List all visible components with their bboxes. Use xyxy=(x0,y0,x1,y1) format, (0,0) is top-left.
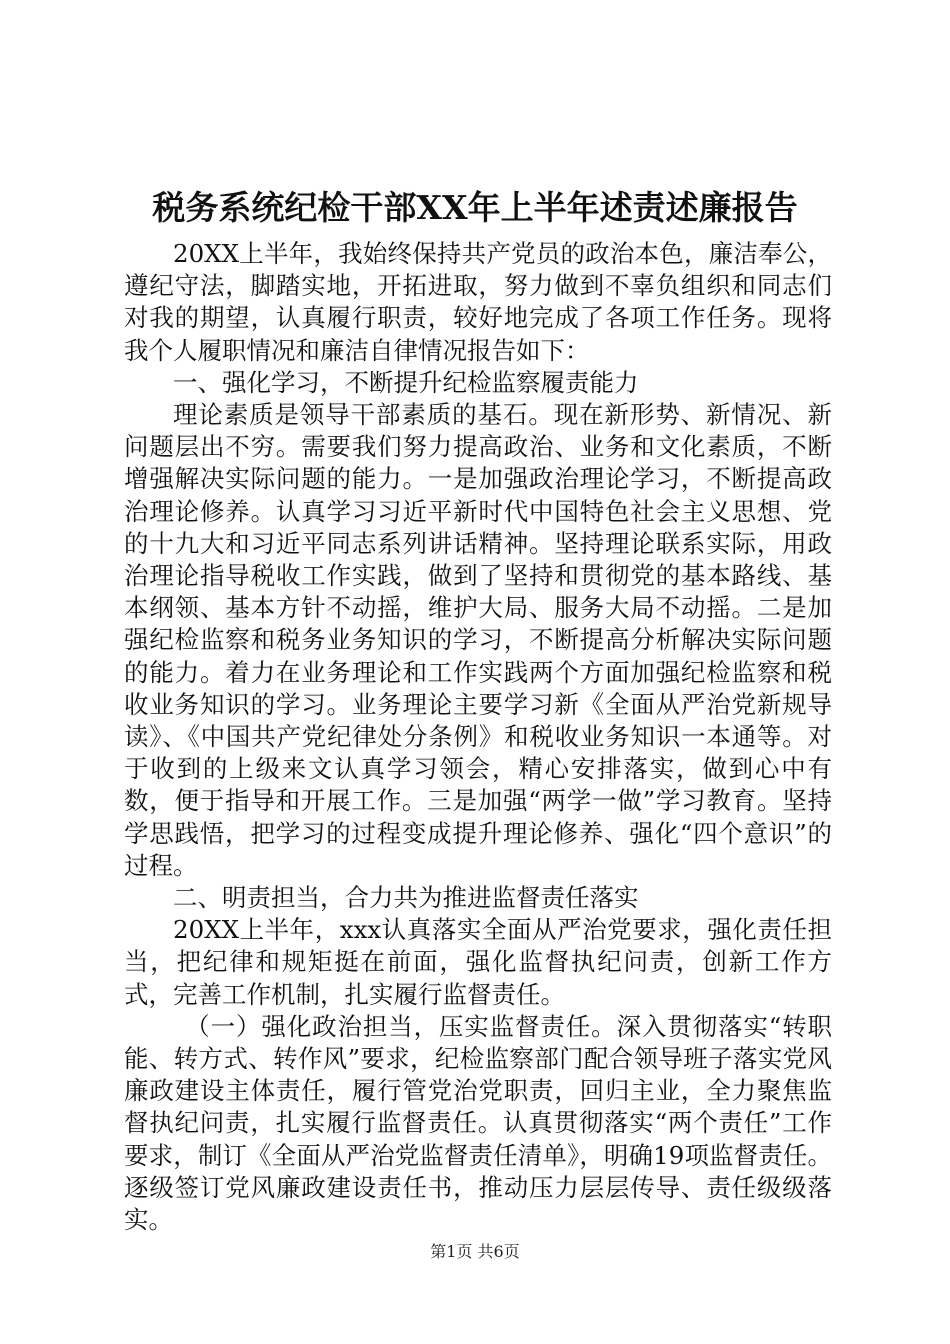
paragraph-subsection-1: （一）强化政治担当，压实监督责任。深入贯彻落实“转职能、转方式、转作风”要求，纪检监察部门配合领导班子落实党风廉政建设主体责任，履行管党治党职责，回归主业，全力聚焦监督执纪问责，扎实履行监督责任。认真贯彻落实“两个责任”工作要求，制订《全面从严治党监督责任清单》，明确19项监督责任。逐级签订党风廉政建设责任书，推动压力层层传导、责任级级落实。 xyxy=(124,1011,832,1235)
document-body xyxy=(124,238,832,1236)
paragraph-responsibility: 20XX上半年，xxx认真落实全面从严治党要求，强化责任担当，把纪律和规矩挺在前面，强化监督执纪问责，创新工作方式，完善工作机制，扎实履行监督责任。 xyxy=(124,915,832,1009)
paragraph-study: 理论素质是领导干部素质的基石。现在新形势、新情况、新问题层出不穷。需要我们努力提高政治、业务和文化素质，不断增强解决实际问题的能力。一是加强政治理论学习，不断提高政治理论修养。认真学习习近平新时代中国特色社会主义思想、党的十九大和习近平同志系列讲话精神。坚持理论联系实际，用政治理论指导税收工作实践，做到了坚持和贯彻党的基本路线、基本纲领、基本方针不动摇，维护大局、服务大局不动摇。二是加强纪检监察和税务业务知识的学习，不断提高分析解决实际问题的能力。着力在业务理论和工作实践两个方面加强纪检监察和税收业务知识的学习。业务理论主要学习新《全面从严治党新规导读》、《中国共产党纪律处分条例》和税收业务知识一本通等。对于收到的上级来文认真学习领会，精心安排落实，做到心中有数，便于指导和开展工作。三是加强“两学一做”学习教育。坚持学思践悟，把学习的过程变成提升理论修养、强化“四个意识”的过程。 xyxy=(124,400,832,880)
page-number-footer: 第1页 共6页 xyxy=(430,1242,520,1261)
section-heading-2: 二、明责担当，合力共为推进监督责任落实 xyxy=(173,883,639,913)
section-heading-1: 一、强化学习，不断提升纪检监察履责能力 xyxy=(173,367,639,397)
document-title: 税务系统纪检干部XX年上半年述责述廉报告 xyxy=(152,188,798,227)
paragraph-intro: 20XX上半年，我始终保持共产党员的政治本色，廉洁奉公，遵纪守法，脚踏实地，开拓进取，努力做到不辜负组织和同志们对我的期望，认真履行职责，较好地完成了各项工作任务。现将我个人履职情况和廉洁自律情况报告如下： xyxy=(124,239,832,365)
